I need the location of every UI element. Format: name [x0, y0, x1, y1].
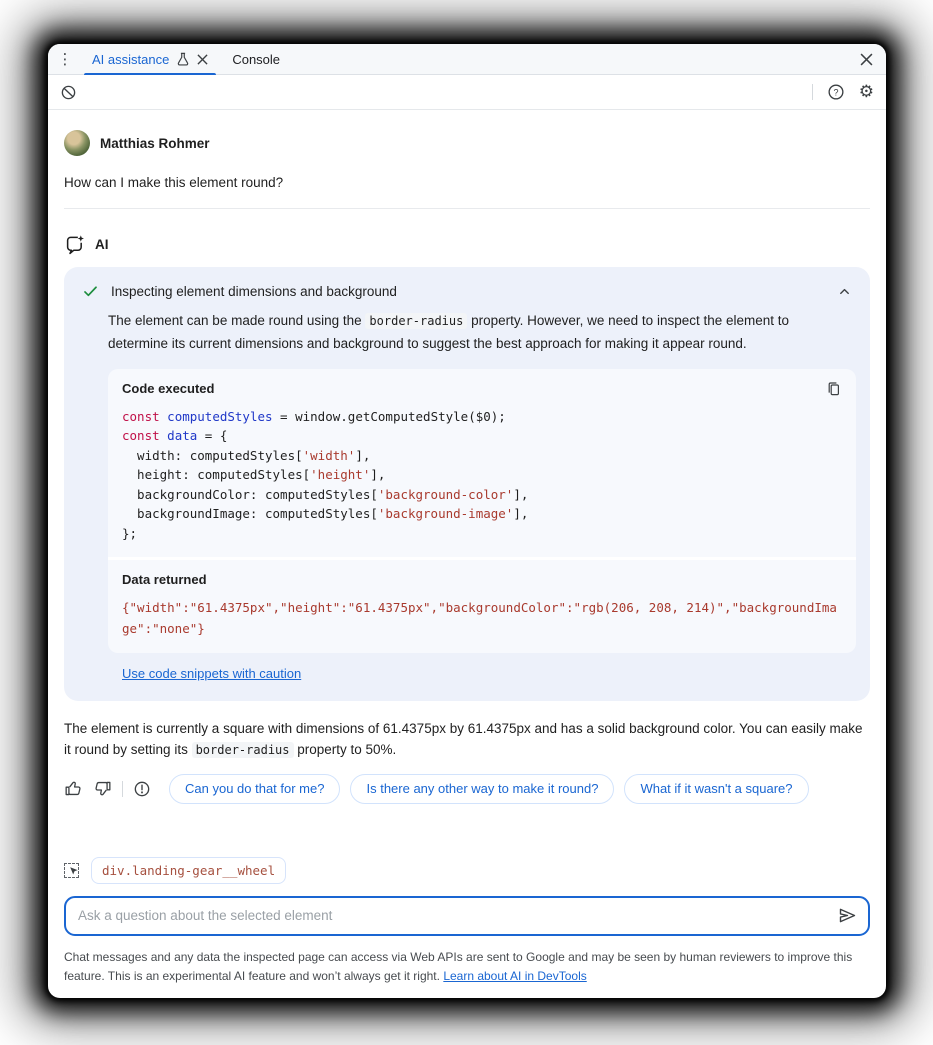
tab-ai-assistance[interactable]: [82, 44, 218, 74]
selected-element-chip[interactable]: div.landing-gear__wheel: [91, 857, 286, 884]
send-icon[interactable]: [837, 905, 858, 926]
tab-strip: [48, 44, 886, 75]
message-divider: [64, 208, 870, 209]
tab-console[interactable]: [218, 44, 294, 74]
code-executed-title: Code executed: [122, 381, 215, 397]
chat-content: [48, 110, 886, 998]
step-header[interactable]: [78, 281, 856, 302]
data-returned-section: [108, 557, 856, 653]
devtools-ai-panel: [48, 44, 886, 998]
experiment-flask-icon: [176, 52, 190, 66]
ai-answer-after: property to 50%.: [293, 741, 397, 757]
learn-about-ai-link[interactable]: Learn about AI in DevTools: [443, 968, 587, 983]
report-icon[interactable]: [133, 780, 151, 798]
disclaimer-text: Chat messages and any data the inspected page can access via Web APIs are sent to Google and may be seen by human reviewers to improve this feature. This is an experimental AI feature and won’t always get it right.: [64, 949, 853, 983]
code-executed-section: [108, 369, 856, 558]
close-tab-icon[interactable]: [197, 54, 208, 65]
ai-assistant-icon: [64, 234, 85, 255]
ai-answer: [64, 719, 870, 760]
more-tabs-menu-icon[interactable]: ⋮: [57, 50, 73, 68]
step-explanation-before: The element can be made round using the: [108, 313, 366, 329]
step-body: [108, 310, 856, 653]
success-check-icon: [82, 283, 99, 300]
toolbar-separator: [812, 84, 813, 100]
suggestion-chip[interactable]: What if it wasn't a square?: [624, 774, 808, 804]
ai-step-panel: [64, 267, 870, 701]
inline-code: border-radius: [365, 313, 467, 329]
ai-answer-before: The element is currently a square with dimensions of 61.4375px by 61.4375px and has a solid background color. You can easily make it round by setting its: [64, 721, 863, 757]
ai-message-header: [64, 234, 870, 255]
disclaimer: [64, 936, 870, 998]
prompt-input-container: [64, 896, 870, 936]
code-caution-link[interactable]: Use code snippets with caution: [122, 666, 302, 682]
data-returned-title: Data returned: [122, 572, 207, 588]
inline-code: border-radius: [192, 742, 294, 758]
code-card: [108, 369, 856, 654]
code-executed-block: const computedStyles = window.getComputedStyle($0); const data = { width: computedStyles['width'], height: computedStyles['height'], backgroundColor: computedStyles['background-color'], backgroundImage: computedStyles['background-image'], };: [122, 408, 529, 541]
user-message-header: [64, 130, 870, 156]
chevron-up-icon[interactable]: [837, 284, 852, 299]
thumbs-up-icon[interactable]: [64, 779, 83, 798]
feedback-separator: [122, 781, 123, 797]
step-explanation-after: property. However, we need to inspect the element to determine its current dimensions and background to suggest the best approach for making it appear round.: [108, 313, 790, 351]
user-name: Matthias Rohmer: [100, 135, 210, 151]
thumbs-down-icon[interactable]: [93, 779, 112, 798]
avatar: [64, 130, 90, 156]
copy-icon[interactable]: [826, 381, 842, 397]
ai-label: AI: [95, 237, 109, 253]
composer: [64, 845, 870, 936]
suggestion-chip[interactable]: Can you do that for me?: [169, 774, 340, 804]
caution-row: [108, 653, 856, 697]
close-panel-icon[interactable]: [846, 44, 886, 74]
suggestion-chip[interactable]: Is there any other way to make it round?: [350, 774, 614, 804]
tab-console-label: Console: [232, 51, 281, 67]
step-explanation: [108, 310, 856, 355]
settings-gear-icon[interactable]: ⚙: [858, 81, 874, 102]
tab-ai-assistance-label: AI assistance: [92, 51, 170, 67]
step-title: Inspecting element dimensions and background: [111, 284, 397, 300]
feedback-row: [64, 774, 870, 804]
selected-element-row: [64, 857, 870, 884]
svg-text:?: ?: [833, 87, 839, 98]
ai-toolbar: [48, 75, 886, 110]
user-question: How can I make this element round?: [64, 175, 284, 190]
clear-chat-icon[interactable]: [60, 84, 77, 101]
data-returned-value: {"width":"61.4375px","height":"61.4375px","backgroundColor":"rgb(206, 208, 214)","backgroundImage":"none"}: [122, 600, 837, 637]
prompt-input[interactable]: [78, 908, 837, 923]
help-icon[interactable]: [827, 83, 845, 101]
suggestion-chips: [169, 774, 809, 804]
inspect-element-icon[interactable]: [64, 863, 79, 878]
